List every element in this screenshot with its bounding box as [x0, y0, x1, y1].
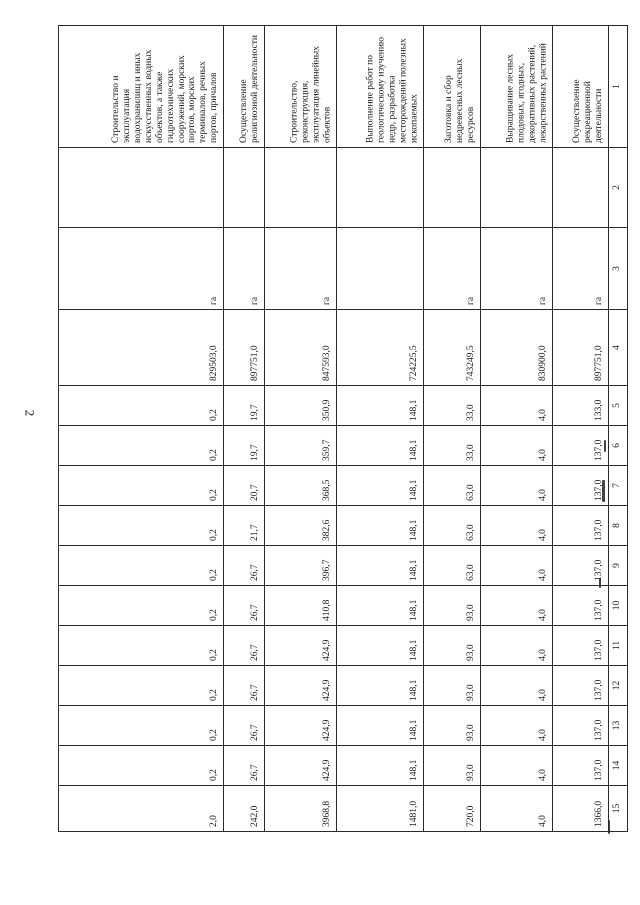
year-value-cell-text: 148,1: [409, 599, 420, 621]
column-number-5-text: 5: [612, 403, 623, 408]
total-area-cell-text: 724225,5: [409, 345, 420, 381]
year-value-cell-text: 148,1: [409, 479, 420, 501]
year-value-cell: [424, 626, 480, 666]
year-value-cell: [59, 426, 224, 466]
year-value-cell: [264, 466, 336, 506]
year-value-cell: [223, 706, 264, 746]
year-value-cell-text: 137,0: [594, 599, 605, 621]
unit-cell: [264, 228, 336, 310]
total-area-cell: [552, 310, 608, 386]
year-value-cell: [336, 466, 423, 506]
year-value-cell-text: 63,0: [465, 564, 476, 581]
year-value-cell-text: 137,0: [594, 559, 605, 581]
year-value-cell-text: 242,0: [249, 805, 260, 827]
column-number-8-text: 8: [612, 523, 623, 528]
activity-name-cell: [223, 26, 264, 148]
column2-cell: [480, 148, 552, 228]
year-value-cell-text: 410,8: [321, 599, 332, 621]
year-value-cell: [336, 626, 423, 666]
year-value-cell: [264, 626, 336, 666]
unit-cell: [480, 228, 552, 310]
column-number-2-text: 2: [612, 185, 623, 190]
year-value-cell: [480, 786, 552, 832]
total-area-cell: [480, 310, 552, 386]
year-value-cell-text: 0,2: [209, 529, 220, 541]
unit-cell: [336, 228, 423, 310]
year-value-cell-text: 0,2: [209, 489, 220, 501]
activity-name-cell-text: Выполнение работ по геологическому изучению недр, разработка месторождений полезных ископаемых: [365, 36, 420, 143]
column-number-6: [609, 426, 628, 466]
column-number-7: [609, 466, 628, 506]
year-value-cell: [223, 586, 264, 626]
year-value-cell-text: 19,7: [249, 444, 260, 461]
year-value-cell-text: 424,9: [321, 679, 332, 701]
year-value-cell-text: 4,0: [537, 409, 548, 421]
activity-name-cell-text: Выращивание лесных плодовых, ягодных, декоративных растений, лекарственных растений: [504, 43, 548, 143]
year-value-cell: [59, 386, 224, 426]
column2-cell: [552, 148, 608, 228]
total-area-cell-text: 847593,0: [321, 345, 332, 381]
year-value-cell: [223, 546, 264, 586]
column-number-11: [609, 626, 628, 666]
year-value-cell-text: 4,0: [537, 569, 548, 581]
year-value-cell: [424, 546, 480, 586]
year-value-cell: [480, 626, 552, 666]
table-row: [59, 26, 224, 832]
year-value-cell: [223, 626, 264, 666]
total-area-cell: [223, 310, 264, 386]
table-row: [336, 26, 423, 832]
column-number-3: [609, 228, 628, 310]
column-number-3-text: 3: [612, 266, 623, 271]
column-number-6-text: 6: [612, 443, 623, 448]
year-value-cell-text: 137,0: [594, 719, 605, 741]
year-value-cell: [336, 506, 423, 546]
year-value-cell: [552, 706, 608, 746]
year-value-cell-text: 93,0: [465, 644, 476, 661]
year-value-cell-text: 4,0: [537, 815, 548, 827]
year-value-cell-text: 2,0: [209, 815, 220, 827]
column2-cell: [223, 148, 264, 228]
year-value-cell: [552, 666, 608, 706]
column2-cell-text: [602, 148, 608, 227]
year-value-cell-text: 26,7: [249, 684, 260, 701]
year-value-cell: [552, 506, 608, 546]
year-value-cell: [424, 746, 480, 786]
column2-cell-text: [417, 148, 423, 227]
year-value-cell-text: 137,0: [594, 479, 605, 501]
year-value-cell-text: 33,0: [465, 444, 476, 461]
year-value-cell-text: 20,7: [249, 484, 260, 501]
year-value-cell-text: 26,7: [249, 644, 260, 661]
year-value-cell-text: 0,2: [209, 729, 220, 741]
column-number-11-text: 11: [612, 640, 623, 651]
year-value-cell-text: 0,2: [209, 569, 220, 581]
year-value-cell: [264, 746, 336, 786]
year-value-cell: [223, 506, 264, 546]
column-number-15-text: 15: [612, 803, 623, 814]
table-row: [552, 26, 608, 832]
unit-cell: [424, 228, 480, 310]
column-number-12: [609, 666, 628, 706]
activity-name-cell: [264, 26, 336, 148]
year-value-cell: [223, 746, 264, 786]
year-value-cell: [552, 586, 608, 626]
year-value-cell: [59, 666, 224, 706]
year-value-cell: [264, 506, 336, 546]
activity-name-cell-text: Строительство и эксплуатация водохранилищ и иных искусственных водных объектов, а также гидротехнических сооружений, морских портов, морских терминалов, речных портов, причалов: [110, 49, 220, 143]
year-value-cell-text: 26,7: [249, 604, 260, 621]
year-value-cell: [336, 706, 423, 746]
year-value-cell: [552, 546, 608, 586]
column-number-14: [609, 746, 628, 786]
unit-cell-text: [417, 228, 423, 309]
column2-cell-text: [217, 148, 223, 227]
unit-cell-text: га: [537, 296, 548, 305]
column-number-10-text: 10: [612, 600, 623, 611]
year-value-cell: [223, 786, 264, 832]
year-value-cell-text: 4,0: [537, 769, 548, 781]
year-value-cell: [480, 386, 552, 426]
year-value-cell-text: 148,1: [409, 559, 420, 581]
year-value-cell: [264, 666, 336, 706]
year-value-cell: [552, 386, 608, 426]
year-value-cell-text: 1481,0: [409, 800, 420, 827]
table-body: [59, 26, 628, 832]
activity-name-cell-text: Осуществление рекреационной деятельности: [572, 79, 605, 143]
unit-cell-text: га: [594, 296, 605, 305]
year-value-cell: [336, 426, 423, 466]
year-value-cell: [59, 586, 224, 626]
year-value-cell-text: 4,0: [537, 689, 548, 701]
column-number-1-text: 1: [612, 84, 623, 89]
year-value-cell: [336, 386, 423, 426]
year-value-cell: [264, 426, 336, 466]
year-value-cell-text: 137,0: [594, 639, 605, 661]
year-value-cell-text: 396,7: [321, 559, 332, 581]
total-area-cell-text: 743249,5: [465, 345, 476, 381]
header-row: [609, 26, 628, 832]
year-value-cell-text: 137,0: [594, 679, 605, 701]
year-value-cell: [552, 746, 608, 786]
year-value-cell: [59, 466, 224, 506]
total-area-cell-text: 830900,0: [537, 345, 548, 381]
table-row: [264, 26, 336, 832]
column-number-15: [609, 786, 628, 832]
year-value-cell: [223, 466, 264, 506]
year-value-cell: [336, 666, 423, 706]
activity-name-cell: [552, 26, 608, 148]
column2-cell: [424, 148, 480, 228]
year-value-cell-text: 4,0: [537, 529, 548, 541]
year-value-cell-text: 93,0: [465, 724, 476, 741]
unit-cell-text: га: [249, 296, 260, 305]
year-value-cell: [552, 466, 608, 506]
activity-name-cell-text: Осуществление религиозной деятельности: [239, 35, 260, 143]
year-value-cell: [264, 786, 336, 832]
year-value-cell: [480, 746, 552, 786]
year-value-cell-text: 359,7: [321, 439, 332, 461]
year-value-cell: [223, 666, 264, 706]
year-value-cell-text: 148,1: [409, 439, 420, 461]
year-value-cell: [59, 706, 224, 746]
year-value-cell-text: 4,0: [537, 609, 548, 621]
year-value-cell-text: 424,9: [321, 639, 332, 661]
year-value-cell-text: 1366,0: [594, 800, 605, 827]
year-value-cell: [336, 546, 423, 586]
year-value-cell-text: 19,7: [249, 404, 260, 421]
year-value-cell: [424, 466, 480, 506]
column-number-1: [609, 26, 628, 148]
year-value-cell: [424, 786, 480, 832]
year-value-cell-text: 93,0: [465, 764, 476, 781]
column2-cell: [264, 148, 336, 228]
year-value-cell: [424, 666, 480, 706]
year-value-cell: [59, 546, 224, 586]
year-value-cell-text: 0,2: [209, 769, 220, 781]
year-value-cell: [552, 626, 608, 666]
year-value-cell-text: 350,9: [321, 399, 332, 421]
year-value-cell: [424, 386, 480, 426]
year-value-cell-text: 148,1: [409, 519, 420, 541]
unit-cell-text: га: [465, 296, 476, 305]
year-value-cell-text: 4,0: [537, 489, 548, 501]
column-number-12-text: 12: [612, 680, 623, 691]
column-number-7-text: 7: [612, 483, 623, 488]
year-value-cell-text: 424,9: [321, 719, 332, 741]
table-row: [480, 26, 552, 832]
column-number-8: [609, 506, 628, 546]
activity-name-cell-text: Заготовка и сбор недревесных лесных ресурсов: [443, 58, 476, 143]
year-value-cell-text: 148,1: [409, 399, 420, 421]
year-value-cell-text: 148,1: [409, 639, 420, 661]
column-number-2: [609, 148, 628, 228]
year-value-cell: [59, 786, 224, 832]
year-value-cell: [59, 506, 224, 546]
column2-cell-text: [546, 148, 552, 227]
year-value-cell: [336, 746, 423, 786]
year-value-cell: [424, 426, 480, 466]
year-value-cell: [264, 386, 336, 426]
total-area-cell-text: 897751,0: [594, 345, 605, 381]
year-value-cell-text: 148,1: [409, 679, 420, 701]
year-value-cell: [336, 586, 423, 626]
column-number-14-text: 14: [612, 760, 623, 771]
column-number-13-text: 13: [612, 720, 623, 731]
year-value-cell: [552, 786, 608, 832]
column-number-9-text: 9: [612, 563, 623, 568]
year-value-cell-text: 0,2: [209, 409, 220, 421]
column-number-10: [609, 586, 628, 626]
year-value-cell: [59, 626, 224, 666]
year-value-cell-text: 0,2: [209, 609, 220, 621]
year-value-cell-text: 93,0: [465, 684, 476, 701]
year-value-cell-text: 148,1: [409, 759, 420, 781]
column-number-4: [609, 310, 628, 386]
year-value-cell: [480, 706, 552, 746]
year-value-cell: [480, 506, 552, 546]
year-value-cell-text: 4,0: [537, 449, 548, 461]
year-value-cell-text: 63,0: [465, 524, 476, 541]
activity-name-cell: [336, 26, 423, 148]
year-value-cell-text: 137,0: [594, 439, 605, 461]
year-value-cell-text: 424,9: [321, 759, 332, 781]
year-value-cell-text: 0,2: [209, 689, 220, 701]
column-number-5: [609, 386, 628, 426]
year-value-cell: [480, 666, 552, 706]
year-value-cell: [336, 786, 423, 832]
table-row: [223, 26, 264, 832]
total-area-cell: [336, 310, 423, 386]
year-value-cell-text: 137,0: [594, 519, 605, 541]
column-number-9: [609, 546, 628, 586]
unit-cell: [552, 228, 608, 310]
rotated-table-wrapper: [58, 25, 628, 831]
total-area-cell: [424, 310, 480, 386]
year-value-cell: [480, 466, 552, 506]
unit-cell-text: га: [209, 296, 220, 305]
year-value-cell-text: 93,0: [465, 604, 476, 621]
year-value-cell-text: 0,2: [209, 449, 220, 461]
page-number: 2: [22, 409, 38, 417]
year-value-cell-text: 21,7: [249, 524, 260, 541]
year-value-cell-text: 63,0: [465, 484, 476, 501]
activity-name-cell-text: Строительство, реконструкция, эксплуатация линейных объектов: [289, 46, 332, 143]
year-value-cell: [480, 546, 552, 586]
year-value-cell: [552, 426, 608, 466]
year-value-cell-text: 3968,8: [321, 800, 332, 827]
year-value-cell: [264, 546, 336, 586]
year-value-cell-text: 4,0: [537, 649, 548, 661]
year-value-cell-text: 720,0: [465, 805, 476, 827]
unit-cell-text: га: [321, 296, 332, 305]
year-value-cell: [223, 426, 264, 466]
column-number-13: [609, 706, 628, 746]
year-value-cell: [424, 506, 480, 546]
column-number-4-text: 4: [612, 345, 623, 350]
year-value-cell-text: 382,6: [321, 519, 332, 541]
total-area-cell-text: 829503,0: [209, 345, 220, 381]
column2-cell-text: [474, 148, 480, 227]
unit-cell: [59, 228, 224, 310]
activity-name-cell: [480, 26, 552, 148]
year-value-cell: [59, 746, 224, 786]
year-value-cell: [480, 586, 552, 626]
activity-name-cell: [424, 26, 480, 148]
activity-name-cell: [59, 26, 224, 148]
total-area-cell-text: 897751,0: [249, 345, 260, 381]
year-value-cell-text: 133,0: [594, 399, 605, 421]
year-value-cell-text: 137,0: [594, 759, 605, 781]
column2-cell-text: [258, 148, 264, 227]
year-value-cell: [480, 426, 552, 466]
year-value-cell-text: 33,0: [465, 404, 476, 421]
forest-use-table: [58, 25, 628, 832]
year-value-cell: [264, 706, 336, 746]
year-value-cell-text: 4,0: [537, 729, 548, 741]
column2-cell: [336, 148, 423, 228]
year-value-cell-text: 0,2: [209, 649, 220, 661]
unit-cell: [223, 228, 264, 310]
year-value-cell-text: 368,5: [321, 479, 332, 501]
column2-cell-text: [330, 148, 336, 227]
total-area-cell: [59, 310, 224, 386]
year-value-cell-text: 26,7: [249, 564, 260, 581]
year-value-cell: [424, 706, 480, 746]
column2-cell: [59, 148, 224, 228]
table-row: [424, 26, 480, 832]
year-value-cell: [223, 386, 264, 426]
year-value-cell-text: 26,7: [249, 764, 260, 781]
year-value-cell: [264, 586, 336, 626]
total-area-cell: [264, 310, 336, 386]
year-value-cell-text: 26,7: [249, 724, 260, 741]
year-value-cell: [424, 586, 480, 626]
year-value-cell-text: 148,1: [409, 719, 420, 741]
